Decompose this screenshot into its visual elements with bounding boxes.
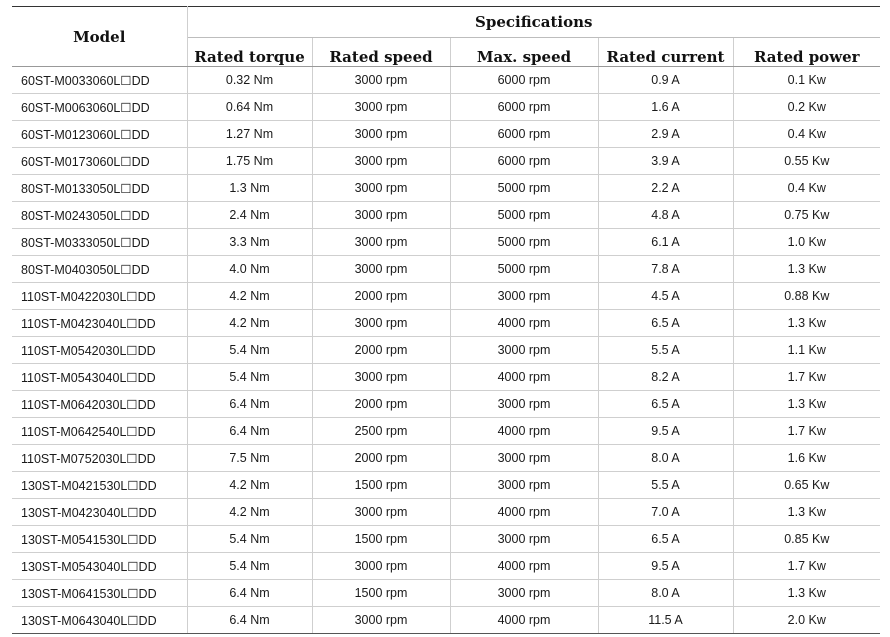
rated-power-cell: 1.7 Kw [733, 418, 880, 445]
model-cell: 80ST-M0243050L☐DD [12, 202, 187, 229]
rated-power-cell: 1.7 Kw [733, 553, 880, 580]
model-cell: 60ST-M0063060L☐DD [12, 94, 187, 121]
model-cell: 130ST-M0641530L☐DD [12, 580, 187, 607]
max-speed-cell: 3000 rpm [450, 283, 598, 310]
column-header-max-speed: Max. speed [450, 38, 598, 67]
model-cell: 80ST-M0133050L☐DD [12, 175, 187, 202]
rated-speed-cell: 3000 rpm [312, 229, 450, 256]
rated-power-cell: 0.85 Kw [733, 526, 880, 553]
rated-power-cell: 1.3 Kw [733, 580, 880, 607]
table-row [12, 472, 880, 499]
table-row [12, 202, 880, 229]
max-speed-cell: 6000 rpm [450, 94, 598, 121]
table-row [12, 310, 880, 337]
rated-torque-cell: 6.4 Nm [187, 391, 312, 418]
table-row [12, 94, 880, 121]
rated-current-cell: 2.9 A [598, 121, 733, 148]
rated-speed-cell: 3000 rpm [312, 67, 450, 94]
model-cell: 110ST-M0423040L☐DD [12, 310, 187, 337]
rated-speed-cell: 3000 rpm [312, 607, 450, 634]
max-speed-cell: 6000 rpm [450, 121, 598, 148]
table-row [12, 607, 880, 634]
rated-torque-cell: 4.0 Nm [187, 256, 312, 283]
max-speed-cell: 4000 rpm [450, 364, 598, 391]
table-row [12, 418, 880, 445]
rated-speed-cell: 3000 rpm [312, 202, 450, 229]
rated-current-cell: 6.5 A [598, 310, 733, 337]
model-header: Model [12, 7, 187, 67]
rated-speed-cell: 3000 rpm [312, 94, 450, 121]
rated-current-cell: 6.5 A [598, 391, 733, 418]
max-speed-cell: 4000 rpm [450, 499, 598, 526]
rated-torque-cell: 6.4 Nm [187, 607, 312, 634]
rated-current-cell: 6.5 A [598, 526, 733, 553]
rated-current-cell: 11.5 A [598, 607, 733, 634]
max-speed-cell: 4000 rpm [450, 553, 598, 580]
rated-power-cell: 1.3 Kw [733, 391, 880, 418]
rated-speed-cell: 1500 rpm [312, 472, 450, 499]
rated-power-cell: 0.88 Kw [733, 283, 880, 310]
specifications-header: Specifications [187, 7, 880, 38]
rated-torque-cell: 5.4 Nm [187, 526, 312, 553]
rated-speed-cell: 2000 rpm [312, 391, 450, 418]
model-cell: 110ST-M0543040L☐DD [12, 364, 187, 391]
rated-power-cell: 0.65 Kw [733, 472, 880, 499]
max-speed-cell: 3000 rpm [450, 391, 598, 418]
model-cell: 60ST-M0173060L☐DD [12, 148, 187, 175]
rated-torque-cell: 1.75 Nm [187, 148, 312, 175]
rated-speed-cell: 3000 rpm [312, 256, 450, 283]
table-body [12, 67, 880, 634]
model-cell: 80ST-M0403050L☐DD [12, 256, 187, 283]
max-speed-cell: 3000 rpm [450, 445, 598, 472]
rated-torque-cell: 6.4 Nm [187, 418, 312, 445]
rated-power-cell: 0.1 Kw [733, 67, 880, 94]
rated-current-cell: 9.5 A [598, 553, 733, 580]
max-speed-cell: 3000 rpm [450, 337, 598, 364]
model-cell: 110ST-M0642030L☐DD [12, 391, 187, 418]
model-cell: 80ST-M0333050L☐DD [12, 229, 187, 256]
max-speed-cell: 4000 rpm [450, 310, 598, 337]
rated-power-cell: 0.55 Kw [733, 148, 880, 175]
table-row [12, 445, 880, 472]
rated-current-cell: 1.6 A [598, 94, 733, 121]
rated-torque-cell: 4.2 Nm [187, 499, 312, 526]
rated-torque-cell: 4.2 Nm [187, 472, 312, 499]
rated-torque-cell: 5.4 Nm [187, 364, 312, 391]
rated-current-cell: 8.2 A [598, 364, 733, 391]
rated-current-cell: 4.8 A [598, 202, 733, 229]
rated-torque-cell: 7.5 Nm [187, 445, 312, 472]
rated-current-cell: 7.0 A [598, 499, 733, 526]
rated-torque-cell: 4.2 Nm [187, 310, 312, 337]
table-row [12, 364, 880, 391]
rated-current-cell: 0.9 A [598, 67, 733, 94]
max-speed-cell: 5000 rpm [450, 175, 598, 202]
max-speed-cell: 3000 rpm [450, 526, 598, 553]
rated-torque-cell: 1.27 Nm [187, 121, 312, 148]
table-row [12, 121, 880, 148]
rated-torque-cell: 5.4 Nm [187, 553, 312, 580]
max-speed-cell: 4000 rpm [450, 418, 598, 445]
table-row [12, 283, 880, 310]
rated-current-cell: 8.0 A [598, 445, 733, 472]
rated-torque-cell: 3.3 Nm [187, 229, 312, 256]
rated-power-cell: 0.75 Kw [733, 202, 880, 229]
rated-torque-cell: 0.64 Nm [187, 94, 312, 121]
max-speed-cell: 6000 rpm [450, 148, 598, 175]
model-cell: 110ST-M0422030L☐DD [12, 283, 187, 310]
rated-power-cell: 1.3 Kw [733, 310, 880, 337]
rated-current-cell: 4.5 A [598, 283, 733, 310]
rated-torque-cell: 4.2 Nm [187, 283, 312, 310]
rated-speed-cell: 3000 rpm [312, 499, 450, 526]
model-cell: 110ST-M0642540L☐DD [12, 418, 187, 445]
max-speed-cell: 3000 rpm [450, 472, 598, 499]
rated-speed-cell: 2000 rpm [312, 283, 450, 310]
rated-speed-cell: 2500 rpm [312, 418, 450, 445]
rated-torque-cell: 1.3 Nm [187, 175, 312, 202]
model-cell: 130ST-M0543040L☐DD [12, 553, 187, 580]
rated-power-cell: 1.6 Kw [733, 445, 880, 472]
table-row [12, 67, 880, 94]
rated-current-cell: 3.9 A [598, 148, 733, 175]
model-cell: 60ST-M0033060L☐DD [12, 67, 187, 94]
model-cell: 130ST-M0423040L☐DD [12, 499, 187, 526]
model-cell: 60ST-M0123060L☐DD [12, 121, 187, 148]
table-row [12, 148, 880, 175]
rated-speed-cell: 2000 rpm [312, 337, 450, 364]
rated-power-cell: 0.4 Kw [733, 121, 880, 148]
column-header-rated-power: Rated power [733, 38, 880, 67]
column-header-rated-current: Rated current [598, 38, 733, 67]
rated-torque-cell: 2.4 Nm [187, 202, 312, 229]
max-speed-cell: 6000 rpm [450, 67, 598, 94]
table-row [12, 391, 880, 418]
max-speed-cell: 5000 rpm [450, 256, 598, 283]
rated-speed-cell: 3000 rpm [312, 364, 450, 391]
spec-table-container [12, 6, 880, 634]
max-speed-cell: 3000 rpm [450, 580, 598, 607]
rated-power-cell: 0.4 Kw [733, 175, 880, 202]
table-row [12, 256, 880, 283]
rated-current-cell: 6.1 A [598, 229, 733, 256]
model-cell: 130ST-M0643040L☐DD [12, 607, 187, 634]
table-row [12, 553, 880, 580]
rated-current-cell: 8.0 A [598, 580, 733, 607]
rated-speed-cell: 3000 rpm [312, 148, 450, 175]
table-row [12, 175, 880, 202]
model-cell: 130ST-M0541530L☐DD [12, 526, 187, 553]
table-row [12, 499, 880, 526]
specifications-table [12, 6, 880, 634]
rated-speed-cell: 2000 rpm [312, 445, 450, 472]
model-cell: 130ST-M0421530L☐DD [12, 472, 187, 499]
max-speed-cell: 5000 rpm [450, 202, 598, 229]
rated-speed-cell: 1500 rpm [312, 526, 450, 553]
table-row [12, 580, 880, 607]
rated-torque-cell: 5.4 Nm [187, 337, 312, 364]
rated-power-cell: 1.0 Kw [733, 229, 880, 256]
rated-speed-cell: 3000 rpm [312, 121, 450, 148]
table-row [12, 526, 880, 553]
table-row [12, 229, 880, 256]
rated-speed-cell: 3000 rpm [312, 553, 450, 580]
rated-current-cell: 7.8 A [598, 256, 733, 283]
max-speed-cell: 5000 rpm [450, 229, 598, 256]
table-row [12, 337, 880, 364]
model-cell: 110ST-M0752030L☐DD [12, 445, 187, 472]
rated-current-cell: 5.5 A [598, 337, 733, 364]
column-header-rated-torque: Rated torque [187, 38, 312, 67]
rated-power-cell: 0.2 Kw [733, 94, 880, 121]
rated-power-cell: 1.3 Kw [733, 256, 880, 283]
model-cell: 110ST-M0542030L☐DD [12, 337, 187, 364]
column-header-rated-speed: Rated speed [312, 38, 450, 67]
max-speed-cell: 4000 rpm [450, 607, 598, 634]
rated-speed-cell: 3000 rpm [312, 310, 450, 337]
rated-current-cell: 9.5 A [598, 418, 733, 445]
rated-speed-cell: 3000 rpm [312, 175, 450, 202]
rated-current-cell: 5.5 A [598, 472, 733, 499]
rated-power-cell: 2.0 Kw [733, 607, 880, 634]
rated-power-cell: 1.3 Kw [733, 499, 880, 526]
rated-current-cell: 2.2 A [598, 175, 733, 202]
rated-speed-cell: 1500 rpm [312, 580, 450, 607]
rated-torque-cell: 6.4 Nm [187, 580, 312, 607]
rated-torque-cell: 0.32 Nm [187, 67, 312, 94]
rated-power-cell: 1.7 Kw [733, 364, 880, 391]
rated-power-cell: 1.1 Kw [733, 337, 880, 364]
